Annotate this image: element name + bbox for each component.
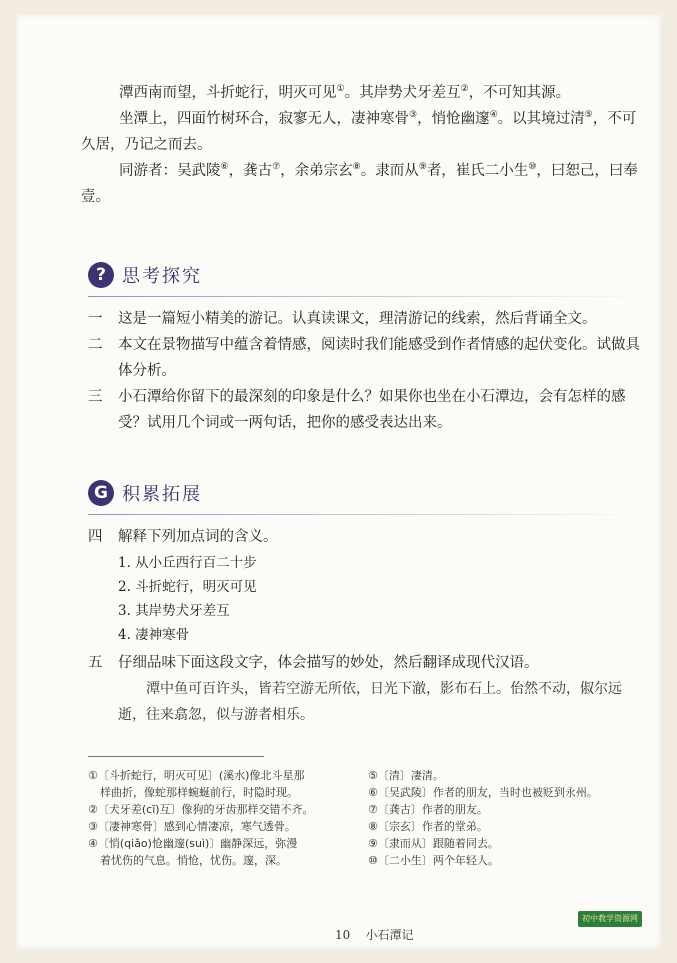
footnote-line: 样曲折，像蛇那样蜿蜒前行，时隐时现。 — [100, 786, 298, 799]
poem-text: ，不可久居，乃记之而去。 — [81, 111, 637, 153]
think-section-header — [88, 262, 202, 288]
q5-passage: 潭中鱼可百许头，皆若空游无所依，日光下澈，影布石上。佁然不动，俶尔远逝，往来翕忽，似与游者相乐。 — [118, 681, 622, 723]
question-text: 解释下列加点词的含义。 — [118, 529, 278, 545]
footnote-line: ⑩〔二小生〕两个年轻人。 — [368, 854, 499, 867]
footnote-line: ⑥〔吴武陵〕作者的朋友，当时也被贬到永州。 — [368, 786, 598, 799]
q4-item-4: 4. 凄神寒骨 — [118, 627, 190, 643]
question-number: 四 — [88, 529, 103, 545]
poem-paragraph-3 — [81, 158, 640, 210]
question-1 — [88, 306, 648, 332]
question-text: 仔细品味下面这段文字，体会描写的妙处，然后翻译成现代汉语。 — [118, 655, 539, 671]
accumulate-section-header — [88, 480, 202, 506]
refresh-icon: G — [88, 480, 114, 506]
poem-paragraph-1 — [100, 80, 640, 106]
poem-text: ，龚古 — [228, 163, 273, 179]
q4-item-1: 1. 从小丘西行百二十步 — [118, 555, 257, 571]
section-divider — [88, 514, 648, 515]
footnotes-left — [88, 767, 358, 869]
footnote-line: ④〔悄(qiǎo)怆幽邃(suì)〕幽静深远，弥漫 — [88, 837, 298, 850]
poem-text: 坐潭上，四面竹树环合，寂寥无人，凄神寒骨 — [119, 111, 409, 127]
poem-paragraph-2 — [81, 106, 640, 158]
footnote-marker: ⑩ — [528, 162, 537, 173]
question-number: 一 — [88, 311, 103, 327]
footnote-line: ⑧〔宗玄〕作者的堂弟。 — [368, 820, 488, 833]
accumulate-section-title: 积累拓展 — [122, 484, 202, 505]
question-5 — [88, 650, 648, 676]
question-text: 小石潭给你留下的最深刻的印象是什么？如果你也坐在小石潭边，会有怎样的感受？试用几个词或一两句话，把你的感受表达出来。 — [118, 389, 626, 431]
question-text: 这是一篇短小精美的游记。认真读课文，理清游记的线索，然后背诵全文。 — [118, 311, 597, 327]
footnote-marker: ⑤ — [584, 110, 593, 121]
footnote-line: ③〔凄神寒骨〕感到心情凄凉，寒气透骨。 — [88, 820, 296, 833]
question-3 — [88, 384, 648, 436]
poem-text: 者，崔氏二小生 — [426, 163, 529, 179]
poem-body — [81, 80, 640, 210]
footnote-line: 着忧伤的气息。悄怆，忧伤。邃，深。 — [100, 854, 287, 867]
footnote-line: ①〔斗折蛇行，明灭可见〕(溪水)像北斗星那 — [88, 769, 305, 782]
footnote-divider — [88, 756, 264, 757]
question-icon: ? — [88, 262, 114, 288]
question-4 — [88, 524, 648, 550]
think-section-title: 思考探究 — [122, 266, 202, 287]
poem-text: 。隶而从 — [360, 163, 419, 179]
footnote-marker: ④ — [489, 110, 498, 121]
watermark-stamp — [560, 893, 660, 945]
footnotes-right — [368, 767, 648, 869]
watermark-text: 初中教学资源网 — [578, 911, 642, 927]
question-number: 二 — [88, 337, 103, 353]
footnote-marker: ② — [460, 84, 469, 95]
question-number: 五 — [88, 655, 103, 671]
question-2 — [88, 332, 648, 384]
footnote-line: ②〔犬牙差(cī)互〕像狗的牙齿那样交错不齐。 — [88, 803, 314, 816]
question-text: 本文在景物描写中蕴含着情感，阅读时我们能感受到作者情感的起伏变化。试做具体分析。 — [118, 337, 640, 379]
footnote-marker: ⑨ — [418, 162, 427, 173]
footer-title: 小石潭记 — [365, 928, 414, 942]
poem-text: ，悄怆幽邃 — [417, 111, 490, 127]
footnote-marker: ③ — [409, 110, 418, 121]
poem-text: ，不可知其源。 — [468, 85, 571, 101]
footnote-line: ⑦〔龚古〕作者的朋友。 — [368, 803, 488, 816]
footnote-marker: ⑥ — [220, 162, 229, 173]
page-footer — [335, 926, 414, 943]
page-number: 10 — [335, 928, 351, 942]
footnote-line: ⑨〔隶而从〕跟随着同去。 — [368, 837, 499, 850]
q4-item-2: 2. 斗折蛇行，明灭可见 — [118, 579, 257, 595]
q4-item-3: 3. 其岸势犬牙差互 — [118, 603, 230, 619]
footnote-line: ⑤〔清〕凄清。 — [368, 769, 444, 782]
footnote-marker: ⑦ — [272, 162, 281, 173]
poem-text: ，余弟宗玄 — [280, 163, 353, 179]
poem-text: 同游者：吴武陵 — [119, 163, 221, 179]
section-divider — [88, 296, 648, 297]
poem-text: 。以其境过清 — [497, 111, 585, 127]
poem-text: 。其岸势犬牙差互 — [344, 85, 461, 101]
question-number: 三 — [88, 389, 103, 405]
poem-text: ，曰恕己，曰奉壹。 — [81, 163, 638, 205]
footnote-marker: ⑧ — [352, 162, 361, 173]
poem-text: 潭西南而望，斗折蛇行，明灭可见 — [119, 85, 337, 101]
footnote-marker: ① — [336, 84, 345, 95]
